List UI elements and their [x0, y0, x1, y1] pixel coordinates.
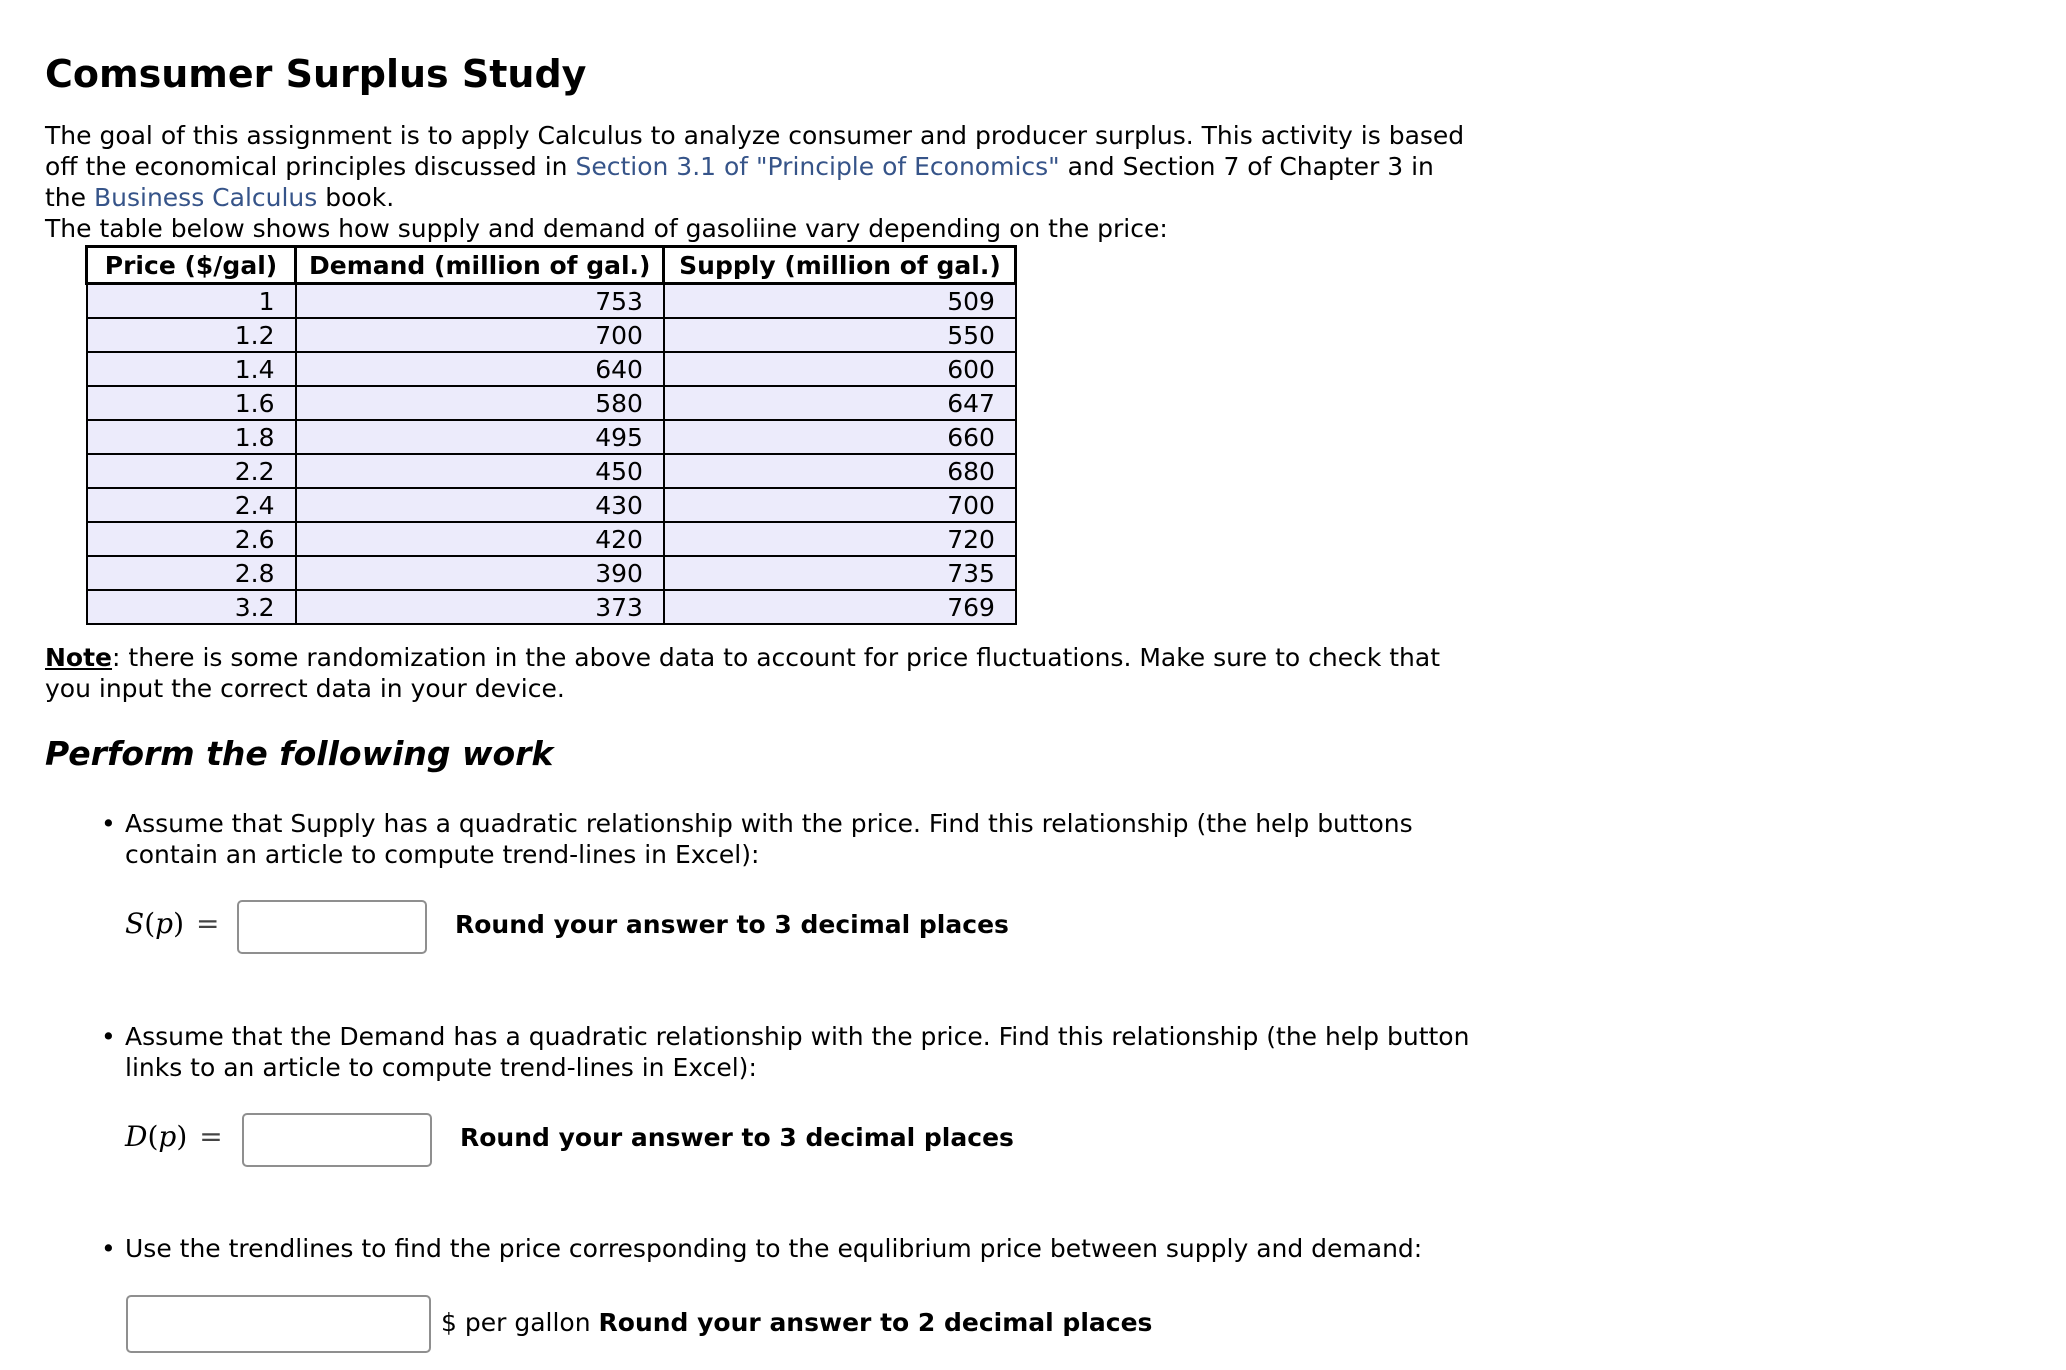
- cell-demand: 640: [296, 352, 664, 386]
- cell-price: 2.4: [87, 488, 296, 522]
- supply-demand-table: [85, 245, 1017, 625]
- cell-demand: 700: [296, 318, 664, 352]
- table-row: [87, 352, 1016, 386]
- business-calculus-link[interactable]: Business Calculus: [93, 183, 318, 212]
- cell-price: 3.2: [87, 590, 296, 624]
- cell-supply: 700: [664, 488, 1016, 522]
- equilibrium-hint-text: Round your answer to 2 decimal places: [598, 1308, 1153, 1337]
- equilibrium-hint: [441, 1308, 1152, 1337]
- demand-answer-input[interactable]: [242, 1113, 432, 1167]
- cell-supply: 509: [664, 284, 1016, 319]
- table-row: [87, 488, 1016, 522]
- question-demand-text: Assume that the Demand has a quadratic relationship with the price. Find this relationship (the help button links to an article to compute trend-lines in Excel):: [125, 1022, 1470, 1082]
- table-intro: The table below shows how supply and demand of gasoliine vary depending on the price:: [45, 214, 1168, 243]
- intro-text: [45, 120, 1465, 244]
- header-supply: Supply (million of gal.): [664, 247, 1016, 284]
- table-row: [87, 386, 1016, 420]
- supply-fn-name: S: [125, 907, 145, 940]
- question-equilibrium-text: Use the trendlines to find the price corresponding to the equlibrium price between supply and demand:: [125, 1234, 1423, 1263]
- bullet-icon: •: [101, 1022, 116, 1051]
- question-demand: [101, 1021, 1485, 1083]
- table-row: [87, 318, 1016, 352]
- cell-supply: 647: [664, 386, 1016, 420]
- table-row: [87, 420, 1016, 454]
- header-price: Price ($/gal): [87, 247, 296, 284]
- cell-price: 1.8: [87, 420, 296, 454]
- cell-price: 1.2: [87, 318, 296, 352]
- demand-hint-text: Round your answer to 3 decimal places: [460, 1123, 1014, 1152]
- cell-supply: 600: [664, 352, 1016, 386]
- table-header-row: [87, 247, 1016, 284]
- cell-price: 1: [87, 284, 296, 319]
- cell-supply: 769: [664, 590, 1016, 624]
- intro-text-3: book.: [317, 183, 395, 212]
- cell-price: 2.6: [87, 522, 296, 556]
- cell-demand: 430: [296, 488, 664, 522]
- cell-supply: 720: [664, 522, 1016, 556]
- note: [45, 642, 1465, 704]
- intro-text-1: The goal of this assignment is to apply Calculus to analyze consumer and producer surplus. This activity is based off the economical principles discussed in: [45, 121, 1465, 181]
- section-title: Perform the following work: [45, 734, 554, 773]
- cell-supply: 550: [664, 318, 1016, 352]
- equilibrium-unit: $ per gallon: [441, 1308, 591, 1337]
- table-row: [87, 556, 1016, 590]
- table-row: [87, 454, 1016, 488]
- intro-text-2: and Section 7 of Chapter 3 in the: [45, 152, 1434, 212]
- supply-hint-text: Round your answer to 3 decimal places: [455, 910, 1009, 939]
- equilibrium-answer-input[interactable]: [126, 1295, 431, 1353]
- cell-supply: 660: [664, 420, 1016, 454]
- table-row: [87, 284, 1016, 319]
- cell-demand: 753: [296, 284, 664, 319]
- demand-function-label: D(p) =: [125, 1120, 223, 1153]
- supply-fn-var: p: [155, 907, 174, 940]
- question-supply: [101, 808, 1485, 870]
- cell-price: 2.8: [87, 556, 296, 590]
- cell-price: 2.2: [87, 454, 296, 488]
- supply-answer-input[interactable]: [237, 900, 427, 954]
- intro-paragraph: [45, 120, 1465, 213]
- cell-price: 1.4: [87, 352, 296, 386]
- table-row: [87, 522, 1016, 556]
- note-label: Note: [45, 643, 113, 672]
- cell-demand: 450: [296, 454, 664, 488]
- cell-price: 1.6: [87, 386, 296, 420]
- demand-fn-var: p: [158, 1120, 177, 1153]
- page-title: Comsumer Surplus Study: [45, 52, 587, 96]
- principles-of-economics-link[interactable]: Section 3.1 of "Principle of Economics": [575, 152, 1060, 181]
- question-supply-text: Assume that Supply has a quadratic relationship with the price. Find this relationship (the help buttons contain an article to compute trend-lines in Excel):: [125, 809, 1413, 869]
- cell-demand: 373: [296, 590, 664, 624]
- cell-demand: 390: [296, 556, 664, 590]
- cell-demand: 420: [296, 522, 664, 556]
- supply-hint: [455, 910, 1009, 939]
- demand-fn-name: D: [125, 1120, 148, 1153]
- table-row: [87, 590, 1016, 624]
- cell-supply: 735: [664, 556, 1016, 590]
- cell-demand: 580: [296, 386, 664, 420]
- question-equilibrium: [101, 1233, 1485, 1264]
- cell-supply: 680: [664, 454, 1016, 488]
- cell-demand: 495: [296, 420, 664, 454]
- supply-function-label: S(p) =: [125, 907, 220, 940]
- demand-hint: [460, 1123, 1014, 1152]
- bullet-icon: •: [101, 1234, 116, 1263]
- bullet-icon: •: [101, 809, 116, 838]
- header-demand: Demand (million of gal.): [296, 247, 664, 284]
- note-text: : there is some randomization in the above data to account for price fluctuations. Make sure to check that you input the correct data in your device.: [45, 643, 1441, 703]
